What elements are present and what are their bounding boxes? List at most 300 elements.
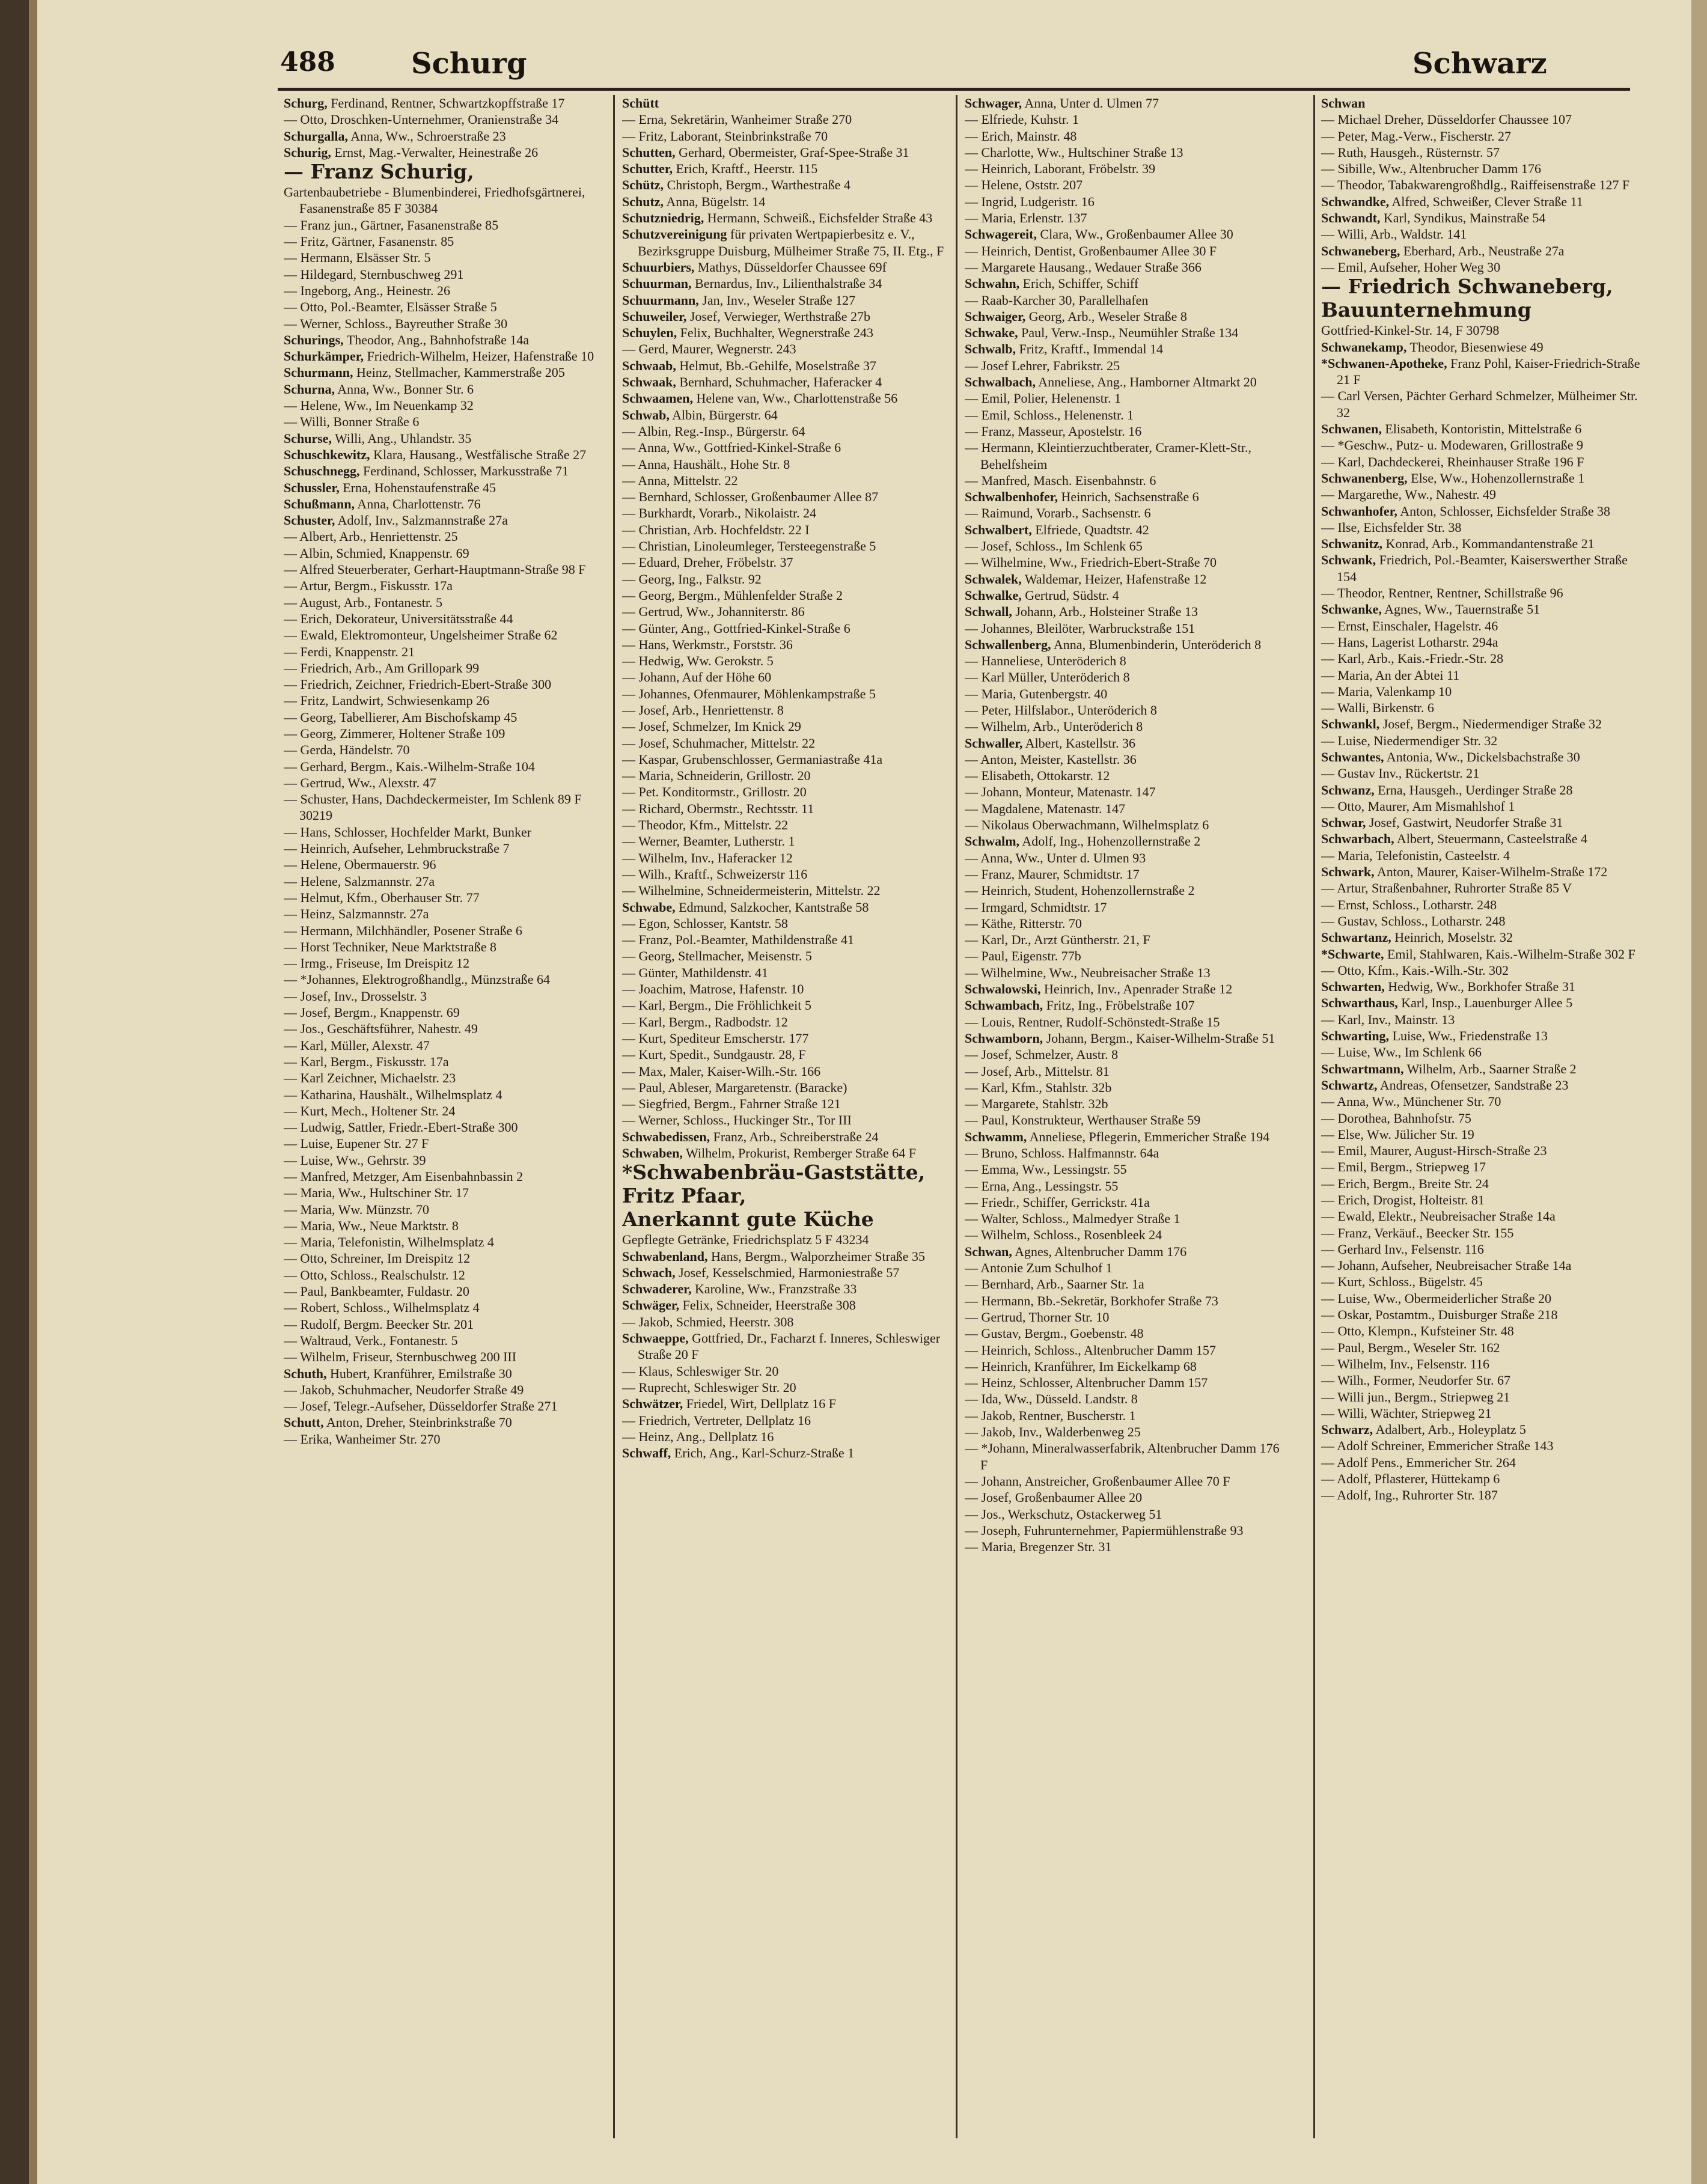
directory-entry <box>622 194 947 210</box>
directory-entry <box>622 965 947 981</box>
entry-details: — Schuster, Hans, Dachdeckermeister, Im Schlenk 89 F 30219 <box>284 792 582 823</box>
entry-details: — Paul, Konstrukteur, Werthauser Straße 59 <box>965 1112 1201 1128</box>
entry-name: Schwanz, <box>1321 782 1375 798</box>
directory-entry <box>284 578 608 594</box>
entry-name: Schwarthaus, <box>1321 995 1398 1011</box>
directory-entry <box>965 620 1289 636</box>
directory-entry <box>284 1365 608 1382</box>
directory-entry <box>622 505 947 521</box>
entry-name: Schwanenberg, <box>1321 470 1408 486</box>
directory-entry <box>1321 128 1646 144</box>
entry-details: — Wilhelm, Inv., Felsenstr. 116 <box>1321 1356 1490 1371</box>
directory-entry <box>1321 798 1646 814</box>
entry-name: Schwaneberg, <box>1321 243 1400 258</box>
directory-entry <box>965 226 1289 242</box>
entry-name: Schwalbach, <box>965 374 1036 390</box>
directory-entry <box>1321 1356 1646 1372</box>
directory-entry <box>284 1168 608 1185</box>
directory-entry <box>1321 454 1646 470</box>
directory-entry <box>622 850 947 866</box>
directory-entry <box>965 702 1289 718</box>
directory-entry <box>1321 601 1646 617</box>
column-divider <box>613 95 615 2138</box>
entry-details: — Max, Maler, Kaiser-Wilh.-Str. 166 <box>622 1063 821 1079</box>
entry-details: — Robert, Schloss., Wilhelmsplatz 4 <box>284 1300 480 1316</box>
directory-entry <box>284 160 608 184</box>
entry-details: Karl, Insp., Lauenburger Allee 5 <box>1397 995 1573 1011</box>
entry-details: — Paul, Bankbeamter, Fuldastr. 20 <box>284 1284 469 1299</box>
directory-entry <box>965 1309 1289 1325</box>
entry-details: — Christian, Arb. Hochfeldstr. 22 I <box>622 522 810 537</box>
directory-entry <box>284 512 608 528</box>
entry-details: Erich, Schiffer, Schiff <box>1019 276 1139 291</box>
entry-details: — Klaus, Schleswiger Str. 20 <box>622 1363 779 1379</box>
entry-details: — Heinz, Ang., Dellplatz 16 <box>622 1429 774 1444</box>
directory-entry <box>622 407 947 423</box>
directory-entry <box>1321 1405 1646 1421</box>
entry-details: Elisabeth, Kontoristin, Mittelstraße 6 <box>1381 421 1582 437</box>
directory-entry <box>622 554 947 570</box>
entry-details: — Hildegard, Sternbuschweg 291 <box>284 266 464 282</box>
directory-entry <box>965 522 1289 538</box>
entry-details: — Heinz, Schlosser, Altenbrucher Damm 157 <box>965 1375 1208 1391</box>
directory-entry <box>965 1210 1289 1227</box>
directory-entry <box>622 735 947 751</box>
entry-name: Schwahn, <box>965 276 1020 291</box>
entry-details: Konrad, Arb., Kommandantenstraße 21 <box>1382 536 1595 552</box>
directory-entry <box>284 1299 608 1316</box>
directory-entry <box>622 718 947 734</box>
entry-details: — Raimund, Vorarb., Sachsenstr. 6 <box>965 505 1151 521</box>
directory-entry <box>1321 535 1646 552</box>
directory-entry <box>1321 1225 1646 1241</box>
directory-entry <box>284 561 608 578</box>
directory-entry <box>965 915 1289 932</box>
directory-entry <box>284 1087 608 1103</box>
entry-name: Schwalbenhofer, <box>965 489 1058 505</box>
directory-entry <box>622 1231 947 1248</box>
entry-details: Klara, Hausang., Westfälische Straße 27 <box>370 447 587 462</box>
directory-entry <box>622 1030 947 1046</box>
entry-details: Elfriede, Quadtstr. 42 <box>1031 522 1149 537</box>
right-running-head: Schwarz <box>1412 47 1547 81</box>
entry-details: — Heinrich, Aufseher, Lehmbruckstraße 7 <box>284 841 510 856</box>
directory-entry <box>965 472 1289 489</box>
directory-entry <box>1321 519 1646 535</box>
directory-entry <box>622 1063 947 1079</box>
entry-name: Schwall, <box>965 604 1012 620</box>
entry-name: Schwaben, <box>622 1145 683 1161</box>
directory-entry <box>965 866 1289 882</box>
entry-details: — Fritz, Landwirt, Schwiesenkamp 26 <box>284 693 490 709</box>
directory-entry <box>622 210 947 226</box>
directory-entry <box>1321 1208 1646 1224</box>
entry-details: — Georg, Ing., Falkstr. 92 <box>622 571 762 587</box>
entry-details: — Helene, Oststr. 207 <box>965 177 1083 193</box>
entry-details: Gepflegte Getränke, Friedrichsplatz 5 F 43234 <box>622 1232 869 1248</box>
entry-details: Wilhelm, Prokurist, Remberger Straße 64 F <box>682 1145 917 1161</box>
entry-details: Anton, Maurer, Kaiser-Wilhelm-Straße 172 <box>1374 864 1608 880</box>
directory-entry <box>284 545 608 561</box>
directory-entry <box>622 1185 947 1208</box>
directory-entry <box>284 791 608 824</box>
entry-details: Alfred, Schweißer, Clever Straße 11 <box>1389 194 1583 209</box>
entry-name: Schuschnegg, <box>284 463 360 479</box>
entry-details: — Eduard, Dreher, Fröbelstr. 37 <box>622 555 793 570</box>
directory-entry <box>284 1332 608 1349</box>
entry-details: — Maria, Schneiderin, Grillostr. 20 <box>622 768 811 784</box>
directory-entry <box>1321 1110 1646 1126</box>
entry-name: Schwalke, <box>965 587 1022 603</box>
directory-entry <box>965 292 1289 308</box>
entry-details: — Anna, Ww., Münchener Str. 70 <box>1321 1094 1501 1109</box>
entry-name: Schwarten, <box>1321 979 1385 995</box>
directory-entry <box>965 1096 1289 1112</box>
directory-entry <box>1321 1044 1646 1060</box>
entry-details: — Katharina, Haushält., Wilhelmsplatz 4 <box>284 1087 502 1102</box>
entry-details: — Waltraud, Verk., Fontanestr. 5 <box>284 1332 458 1348</box>
directory-entry <box>1321 683 1646 700</box>
entry-details: Anna, Ww., Bonner Str. 6 <box>334 381 474 397</box>
entry-details: — Hermann, Milchhändler, Posener Straße 6 <box>284 923 522 938</box>
entry-details: — *Johann, Mineralwasserfabrik, Altenbrucher Damm 176 F <box>965 1441 1280 1472</box>
entry-details: — Paul, Bergm., Weseler Str. 162 <box>1321 1340 1500 1355</box>
entry-details: — Nikolaus Oberwachmann, Wilhelmsplatz 6 <box>965 817 1209 833</box>
entry-details: — Gerda, Händelstr. 70 <box>284 742 410 758</box>
book-spine-shadow <box>29 0 37 2184</box>
entry-details: — Erich, Drogist, Holteistr. 81 <box>1321 1192 1485 1207</box>
entry-details: — Erich, Mainstr. 48 <box>965 128 1077 144</box>
directory-entry <box>284 856 608 873</box>
directory-entry <box>284 1398 608 1414</box>
directory-entry <box>965 1293 1289 1309</box>
directory-entry <box>1321 929 1646 945</box>
entry-details: — Walter, Schloss., Malmedyer Straße 1 <box>965 1211 1180 1227</box>
entry-details: — Albert, Arb., Henriettenstr. 25 <box>284 529 458 544</box>
directory-entry <box>622 341 947 357</box>
directory-entry <box>622 866 947 882</box>
directory-entry <box>284 1201 608 1218</box>
entry-name: Schutter, <box>622 161 673 177</box>
entry-details: Ferdinand, Schlosser, Markusstraße 71 <box>359 463 569 479</box>
entry-name: Schwan, <box>965 1243 1012 1259</box>
entry-details: — Jos., Werkschutz, Ostackerweg 51 <box>965 1506 1162 1522</box>
entry-details: Erna, Hohenstaufenstraße 45 <box>339 480 496 495</box>
entry-details: — Irmg., Friseuse, Im Dreispitz 12 <box>284 956 470 971</box>
entry-details: Helmut, Bb.-Gehilfe, Moselstraße 37 <box>676 358 876 373</box>
directory-entry <box>284 1020 608 1037</box>
entry-details: — Maria, An der Abtei 11 <box>1321 667 1460 683</box>
entry-details: — Josef, Schloss., Im Schlenk 65 <box>965 538 1143 554</box>
directory-entry <box>622 1281 947 1297</box>
directory-entry <box>284 1103 608 1119</box>
entry-name: Schurna, <box>284 381 335 397</box>
entry-details: — Jos., Geschäftsführer, Nahestr. 49 <box>284 1021 478 1037</box>
entry-name: Schwamm, <box>965 1129 1027 1144</box>
entry-name: Schütt <box>622 96 659 111</box>
entry-details: — Burkhardt, Vorarb., Nikolaistr. 24 <box>622 505 817 521</box>
directory-entry <box>965 390 1289 406</box>
entry-details: Gertrud, Südstr. 4 <box>1021 587 1119 603</box>
entry-name: Schwarz, <box>1321 1422 1373 1438</box>
directory-entry <box>1321 1487 1646 1503</box>
entry-details: — Artur, Straßenbahner, Ruhrorter Straße 85 V <box>1321 880 1572 896</box>
entry-name: Schwäger, <box>622 1298 680 1313</box>
entry-details: — Margarete, Stahlstr. 32b <box>965 1096 1108 1112</box>
entry-details: — Otto, Droschken-Unternehmer, Oranienstraße 34 <box>284 112 559 127</box>
directory-entry <box>284 496 608 512</box>
entry-name: Schuweiler, <box>622 308 687 324</box>
directory-entry <box>622 1429 947 1445</box>
entry-name: Schwartmann, <box>1321 1061 1404 1076</box>
entry-details: — Ruprecht, Schleswiger Str. 20 <box>622 1379 796 1395</box>
entry-details: — Paul, Eigenstr. 77b <box>965 948 1081 964</box>
directory-entry <box>622 95 947 111</box>
directory-entry <box>622 1264 947 1281</box>
directory-entry <box>1321 1257 1646 1273</box>
entry-details: — Werner, Schloss., Bayreuther Straße 30 <box>284 316 508 331</box>
directory-entry <box>284 627 608 643</box>
directory-entry <box>965 833 1289 849</box>
directory-entry <box>622 1379 947 1396</box>
entry-details: — Oskar, Postamtm., Duisburger Straße 218 <box>1321 1307 1558 1323</box>
directory-entry <box>622 587 947 603</box>
entry-details: — Heinrich, Dentist, Großenbaumer Allee 30 F <box>965 243 1217 258</box>
directory-entry <box>284 988 608 1004</box>
entry-details: — Pet. Konditormstr., Grillostr. 20 <box>622 784 807 800</box>
entry-details: Else, Ww., Hohenzollernstraße 1 <box>1407 470 1585 486</box>
entry-details: — Günter, Mathildenstr. 41 <box>622 965 768 980</box>
entry-details: — Peter, Mag.-Verw., Fischerstr. 27 <box>1321 128 1512 144</box>
directory-entry <box>622 1248 947 1264</box>
directory-entry <box>1321 437 1646 453</box>
entry-details: — Maria, Ww., Neue Marktstr. 8 <box>284 1218 459 1233</box>
entry-details: — Josef, Schmelzer, Austr. 8 <box>965 1047 1119 1063</box>
column-2 <box>622 95 947 2150</box>
entry-details: — Helene, Ww., Im Neuenkamp 32 <box>284 398 474 413</box>
directory-entry <box>622 915 947 932</box>
entry-details: Erich, Kraftf., Heerstr. 115 <box>673 161 818 177</box>
entry-details: — Wilhelmine, Schneidermeisterin, Mittelstr. 22 <box>622 883 881 898</box>
directory-entry <box>1321 1077 1646 1093</box>
entry-details: — Luise, Ww., Obermeiderlicher Straße 20 <box>1321 1290 1552 1306</box>
entry-name: Schutzniedrig, <box>622 210 704 226</box>
directory-entry <box>965 1522 1289 1539</box>
directory-entry <box>1321 913 1646 929</box>
entry-details: — Karl, Dachdeckerei, Rheinhauser Straße 196 F <box>1321 454 1584 469</box>
directory-entry <box>284 1152 608 1168</box>
directory-entry <box>622 1161 947 1185</box>
directory-entry <box>284 316 608 332</box>
directory-entry <box>284 1185 608 1201</box>
entry-details: — Maria, Bregenzer Str. 31 <box>965 1539 1112 1555</box>
entry-name: Schwank, <box>1321 552 1376 568</box>
entry-details: — Karl Müller, Unteröderich 8 <box>965 670 1130 685</box>
directory-entry <box>1321 1389 1646 1405</box>
entry-details: — Jakob, Rentner, Buscherstr. 1 <box>965 1408 1136 1423</box>
directory-entry <box>622 292 947 308</box>
directory-entry <box>965 735 1289 751</box>
entry-name: Schwandke, <box>1321 194 1390 209</box>
directory-entry <box>284 758 608 775</box>
directory-entry <box>622 932 947 948</box>
entry-name: *Schwanen-Apotheke, <box>1321 355 1447 371</box>
entry-details: — Emil, Bergm., Striepweg 17 <box>1321 1159 1486 1175</box>
entry-details: — Bernhard, Arb., Saarner Str. 1a <box>965 1277 1144 1292</box>
entry-details: — Siegfried, Bergm., Fahrner Straße 121 <box>622 1096 841 1112</box>
directory-entry <box>284 233 608 249</box>
directory-entry <box>965 111 1289 127</box>
directory-entry <box>1321 503 1646 519</box>
entry-details: Ferdinand, Rentner, Schwartzkopffstraße 17 <box>327 96 565 111</box>
directory-entry <box>965 1358 1289 1374</box>
left-running-head: Schurg <box>411 47 527 81</box>
entry-details: — Hans, Schlosser, Hochfelder Markt, Bunker <box>284 824 532 840</box>
directory-entry <box>1321 1028 1646 1044</box>
directory-entry <box>965 767 1289 784</box>
entry-details: — Wilh., Former, Neudorfer Str. 67 <box>1321 1373 1510 1388</box>
entry-details: — Horst Techniker, Neue Marktstraße 8 <box>284 939 496 954</box>
directory-entry <box>284 1283 608 1299</box>
entry-details: Christoph, Bergm., Warthestraße 4 <box>664 177 850 193</box>
entry-details: — Richard, Obermstr., Rechtsstr. 11 <box>622 801 814 816</box>
entry-details: Heinrich, Moselstr. 32 <box>1391 930 1513 945</box>
entry-name: Schurmann, <box>284 365 353 380</box>
entry-details: — Josef, Großenbaumer Allee 20 <box>965 1490 1143 1505</box>
entry-details: — Magdalene, Matenastr. 147 <box>965 801 1125 816</box>
column-3 <box>965 95 1289 2150</box>
directory-entry <box>622 538 947 554</box>
directory-entry <box>284 1414 608 1430</box>
directory-entry <box>965 160 1289 177</box>
entry-details: Karl, Syndikus, Mainstraße 54 <box>1380 210 1546 226</box>
directory-entry <box>1321 1241 1646 1257</box>
entry-details: Bernardus, Inv., Lilienthalstraße 34 <box>691 276 882 291</box>
directory-entry <box>284 1054 608 1070</box>
entry-details: — Hans, Lagerist Lotharstr. 294a <box>1321 634 1498 650</box>
entry-details: — Walli, Birkenstr. 6 <box>1321 700 1434 716</box>
entry-details: — Otto, Maurer, Am Mismahlshof 1 <box>1321 798 1515 814</box>
entry-details: Clara, Ww., Großenbaumer Allee 30 <box>1036 227 1233 242</box>
directory-entry <box>284 1037 608 1054</box>
entry-details: — Emil, Polier, Helenenstr. 1 <box>965 391 1122 406</box>
directory-entry <box>1321 355 1646 388</box>
column-divider <box>956 95 957 2138</box>
entry-details: — Georg, Zimmerer, Holtener Straße 109 <box>284 725 505 741</box>
directory-entry <box>965 1145 1289 1161</box>
directory-entry <box>965 1178 1289 1194</box>
entry-name: Schwab, <box>622 407 670 422</box>
entry-details: — Georg, Tabellierer, Am Bischofskamp 45 <box>284 709 518 725</box>
entry-details: — Willi jun., Bergm., Striepweg 21 <box>1321 1389 1510 1405</box>
directory-entry <box>965 1227 1289 1243</box>
directory-entry <box>965 1424 1289 1440</box>
directory-entry <box>965 177 1289 193</box>
entry-details: — Anna, Haushält., Hohe Str. 8 <box>622 456 790 472</box>
entry-details: — Peter, Hilfslabor., Unteröderich 8 <box>965 702 1157 718</box>
entry-details: — Franz, Verkäuf., Beecker Str. 155 <box>1321 1225 1514 1240</box>
entry-details: Mathys, Düsseldorfer Chaussee 69f <box>694 259 887 275</box>
entry-name: Schwaamen, <box>622 391 693 406</box>
entry-details: — Johannes, Ofenmaurer, Möhlenkampstraße 5 <box>622 686 876 701</box>
directory-entry <box>965 636 1289 653</box>
directory-entry <box>1321 1290 1646 1307</box>
entry-details: — Joseph, Fuhrunternehmer, Papiermühlenstraße 93 <box>965 1522 1244 1538</box>
directory-entry <box>284 594 608 611</box>
entry-details: — Friedrich, Arb., Am Grillopark 99 <box>284 660 480 676</box>
entry-name: *Schwarte, <box>1321 946 1384 962</box>
directory-entry <box>622 571 947 587</box>
entry-details: Franz, Arb., Schreiberstraße 24 <box>710 1129 879 1144</box>
entry-details: — Emil, Schloss., Helenenstr. 1 <box>965 407 1134 422</box>
directory-entry <box>965 1506 1289 1522</box>
entry-details: — Ernst, Einschaler, Hagelstr. 46 <box>1321 618 1498 633</box>
directory-entry <box>284 1004 608 1020</box>
entry-details: — Albin, Schmied, Knappenstr. 69 <box>284 545 469 561</box>
entry-details: Andreas, Ofensetzer, Sandstraße 23 <box>1377 1077 1569 1093</box>
entry-details: — Maria, Valenkamp 10 <box>1321 683 1452 699</box>
entry-details: Josef, Bergm., Niedermendiger Straße 32 <box>1379 716 1602 732</box>
directory-entry <box>965 144 1289 160</box>
directory-entry <box>622 1396 947 1412</box>
entry-name: Schussler, <box>284 480 340 495</box>
entry-details: — Helene, Obermauerstr. 96 <box>284 857 436 873</box>
directory-entry <box>965 407 1289 423</box>
directory-entry <box>622 390 947 406</box>
entry-details: — Karl, Bergm., Fiskusstr. 17a <box>284 1054 449 1069</box>
entry-name: Schwabedissen, <box>622 1129 710 1144</box>
column-1 <box>284 95 608 2150</box>
directory-entry <box>284 128 608 144</box>
entry-details: — Margarete Hausang., Wedauer Straße 366 <box>965 259 1202 275</box>
entry-details: — Wilhelmine, Ww., Friedrich-Ebert-Straße 70 <box>965 555 1217 570</box>
directory-entry <box>622 767 947 784</box>
directory-entry <box>1321 765 1646 781</box>
entry-details: — Jakob, Inv., Walderbenweg 25 <box>965 1424 1141 1440</box>
entry-name: Schwandt, <box>1321 210 1381 226</box>
entry-details: — Wilhelm, Friseur, Sternbuschweg 200 III <box>284 1349 517 1365</box>
directory-entry <box>965 275 1289 291</box>
directory-entry <box>965 1112 1289 1128</box>
entry-name: Schwanekamp, <box>1321 339 1407 355</box>
entry-details: — Elisabeth, Ottokarstr. 12 <box>965 768 1110 784</box>
directory-entry <box>965 1342 1289 1358</box>
directory-entry <box>1321 299 1646 322</box>
directory-entry <box>1321 1126 1646 1142</box>
entry-name: Fritz Pfaar, <box>622 1184 747 1208</box>
directory-entry <box>622 423 947 439</box>
entry-name: Schwankl, <box>1321 716 1380 732</box>
entry-name: Schurkämper, <box>284 349 364 364</box>
directory-entry <box>965 489 1289 505</box>
directory-entry <box>622 1046 947 1063</box>
entry-details: Theodor, Ang., Bahnhofstraße 14a <box>343 332 530 347</box>
directory-entry <box>1321 1372 1646 1388</box>
entry-details: Wilhelm, Arb., Saarner Straße 2 <box>1403 1061 1577 1076</box>
entry-details: — Georg, Stellmacher, Meisenstr. 5 <box>622 948 812 964</box>
directory-entry <box>1321 634 1646 650</box>
entry-name: Schurings, <box>284 332 344 347</box>
directory-entry <box>1321 585 1646 601</box>
directory-entry <box>965 1243 1289 1260</box>
entry-details: — Josef, Arb., Henriettenstr. 8 <box>622 702 784 718</box>
directory-entry <box>284 266 608 282</box>
entry-details: — Fritz, Laborant, Steinbrinkstraße 70 <box>622 128 828 144</box>
directory-entry <box>1321 339 1646 355</box>
directory-entry <box>284 1119 608 1135</box>
directory-entry <box>284 217 608 233</box>
entry-name: Schwaller, <box>965 735 1023 751</box>
